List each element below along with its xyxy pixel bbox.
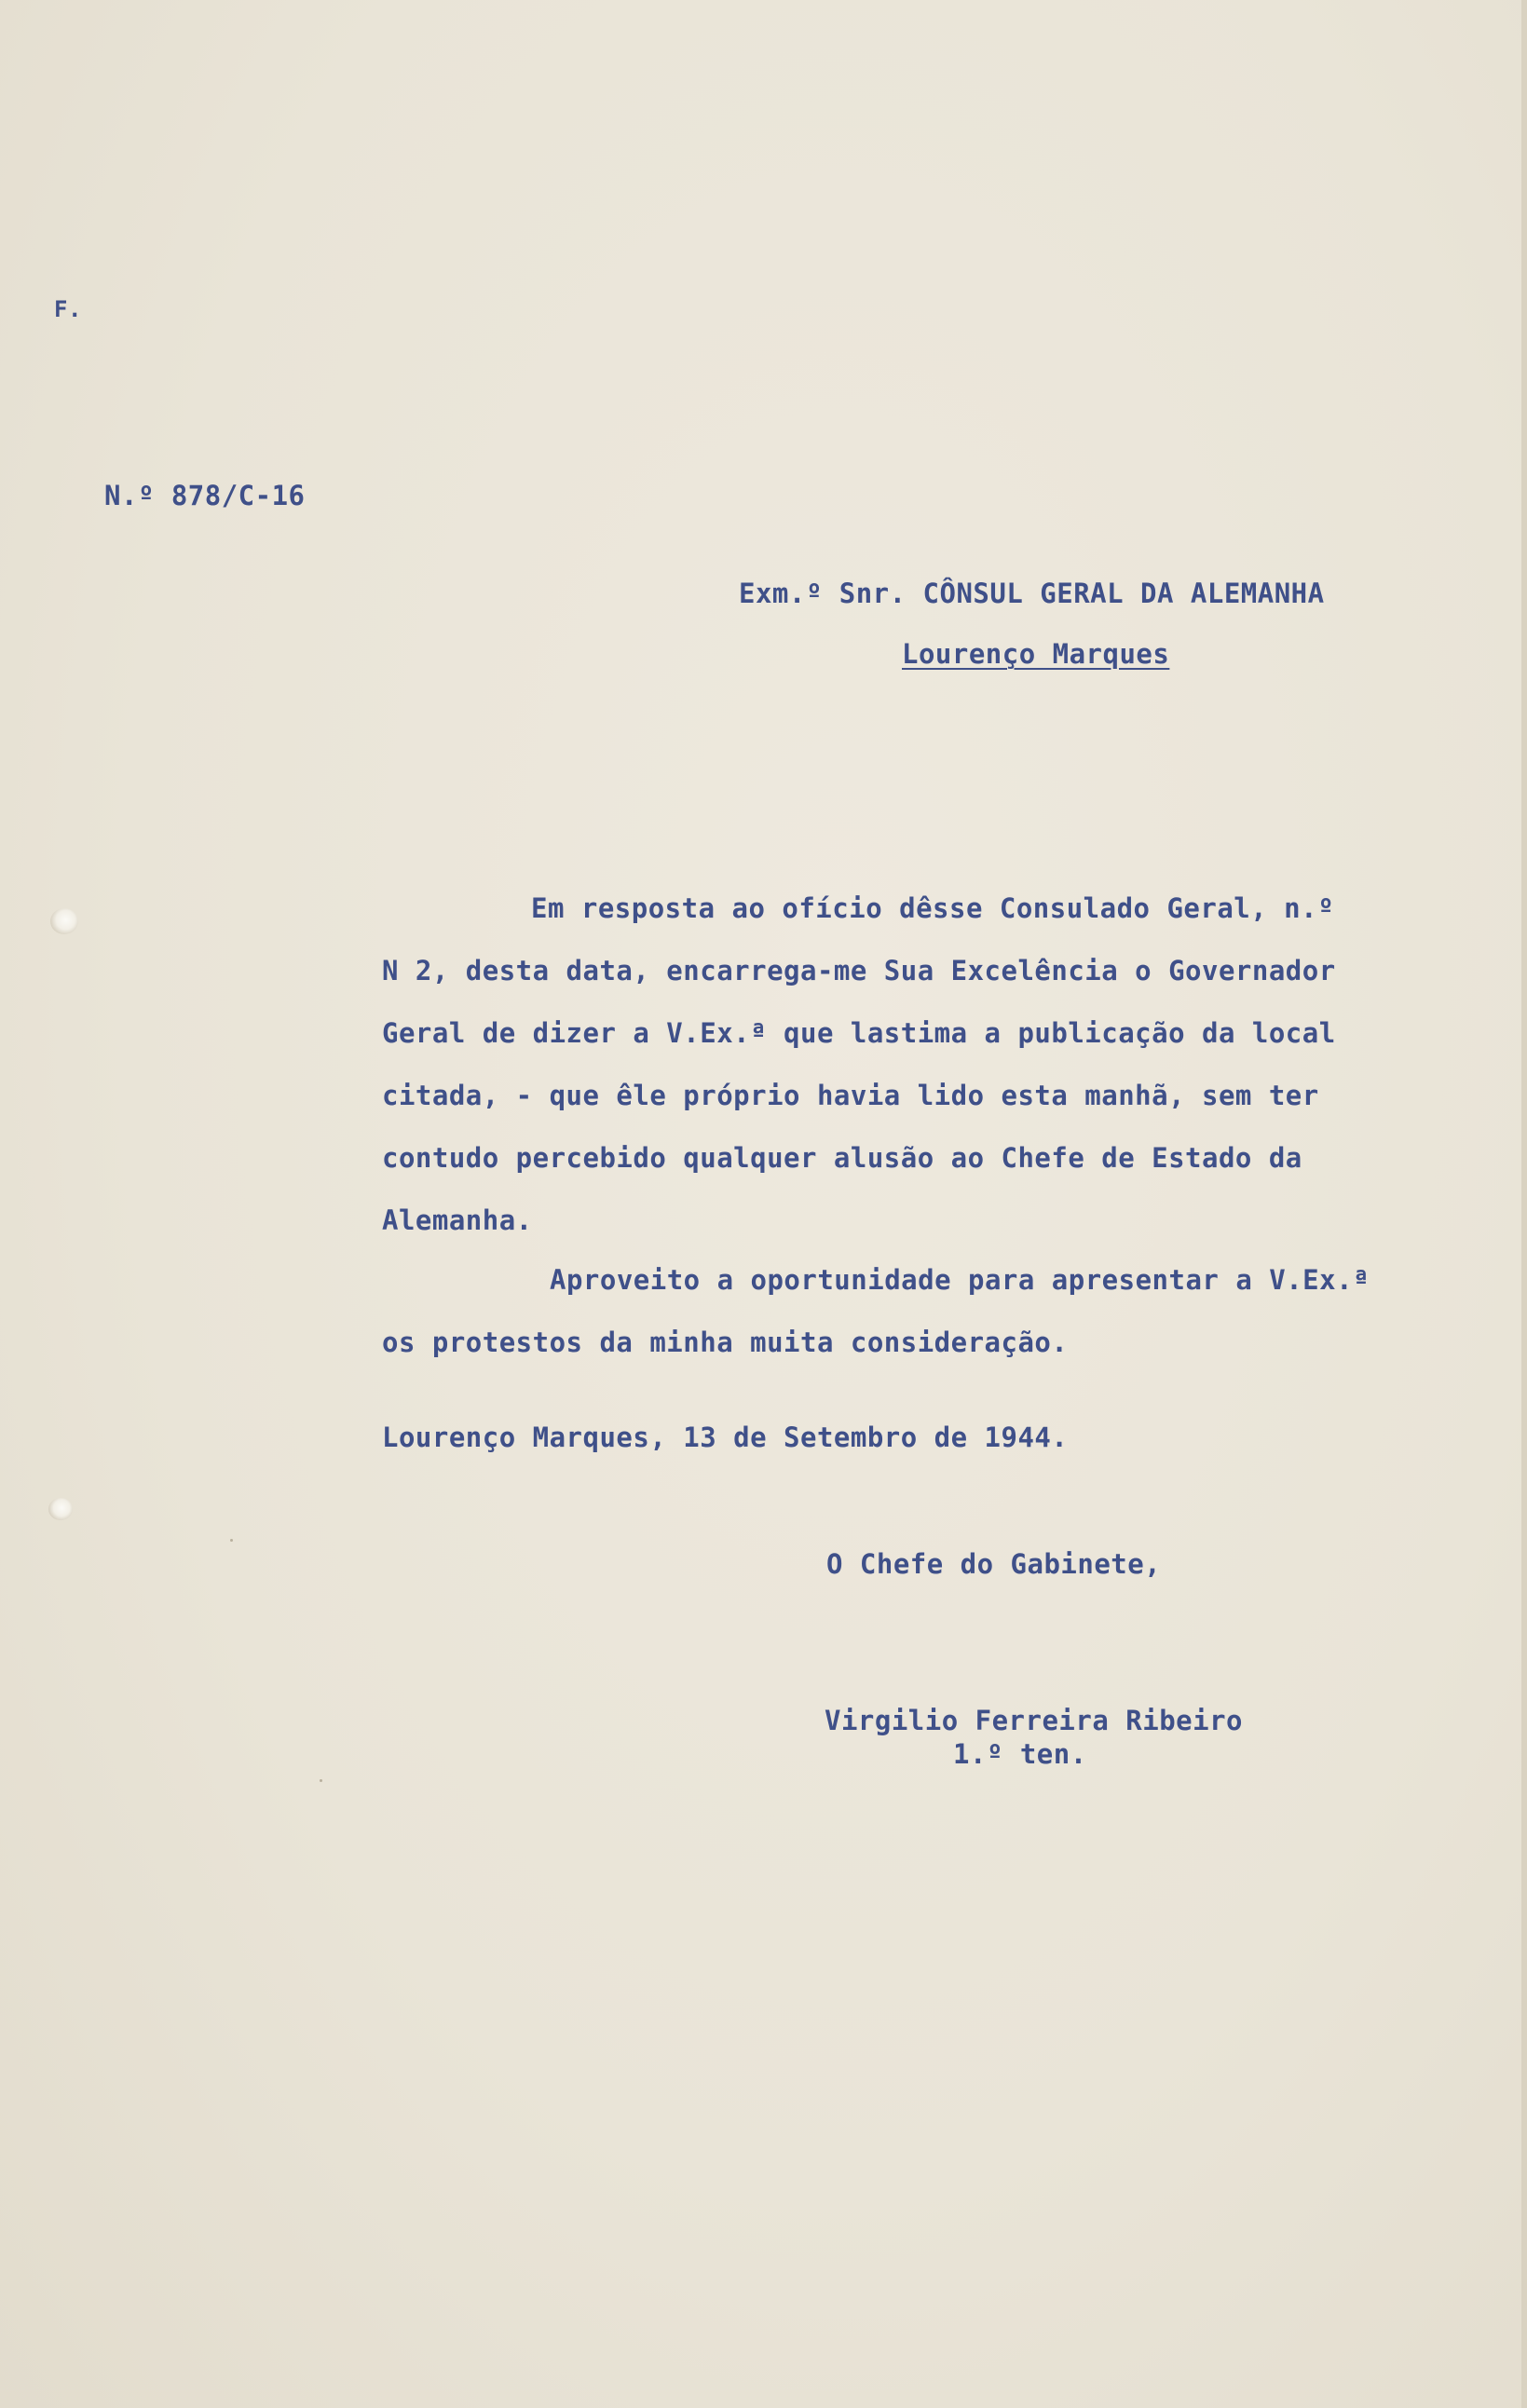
body-line: Em resposta ao ofício dêsse Consulado Geral, n.º	[531, 892, 1335, 924]
paper-edge	[1521, 0, 1527, 2408]
reference-number: N.º 878/C-16	[104, 480, 306, 511]
paper-speck	[320, 1779, 322, 1782]
closing-line: O Chefe do Gabinete,	[826, 1548, 1162, 1580]
signatory-rank: 1.º ten.	[953, 1738, 1087, 1770]
body-line: os protestos da minha muita consideração.	[382, 1326, 1069, 1358]
file-mark: F.	[54, 296, 82, 322]
signatory-name: Virgilio Ferreira Ribeiro	[825, 1705, 1243, 1736]
body-line: Aproveito a oportunidade para apresentar a V.Ex.ª	[550, 1264, 1370, 1296]
punch-hole-bottom	[48, 1498, 73, 1520]
place-and-date: Lourenço Marques, 13 de Setembro de 1944.	[382, 1422, 1069, 1453]
body-line: Alemanha.	[382, 1204, 533, 1236]
body-line: citada, - que êle próprio havia lido esta manhã, sem ter	[382, 1080, 1319, 1111]
punch-hole-top	[50, 908, 78, 934]
body-line: contudo percebido qualquer alusão ao Chefe de Estado da	[382, 1142, 1302, 1174]
body-line: N 2, desta data, encarrega-me Sua Excelência o Governador	[382, 955, 1336, 986]
body-line: Geral de dizer a V.Ex.ª que lastima a publicação da local	[382, 1017, 1336, 1049]
paper-speck	[230, 1539, 233, 1542]
addressee-city: Lourenço Marques	[902, 638, 1170, 670]
addressee-line: Exm.º Snr. CÔNSUL GERAL DA ALEMANHA	[739, 578, 1325, 609]
